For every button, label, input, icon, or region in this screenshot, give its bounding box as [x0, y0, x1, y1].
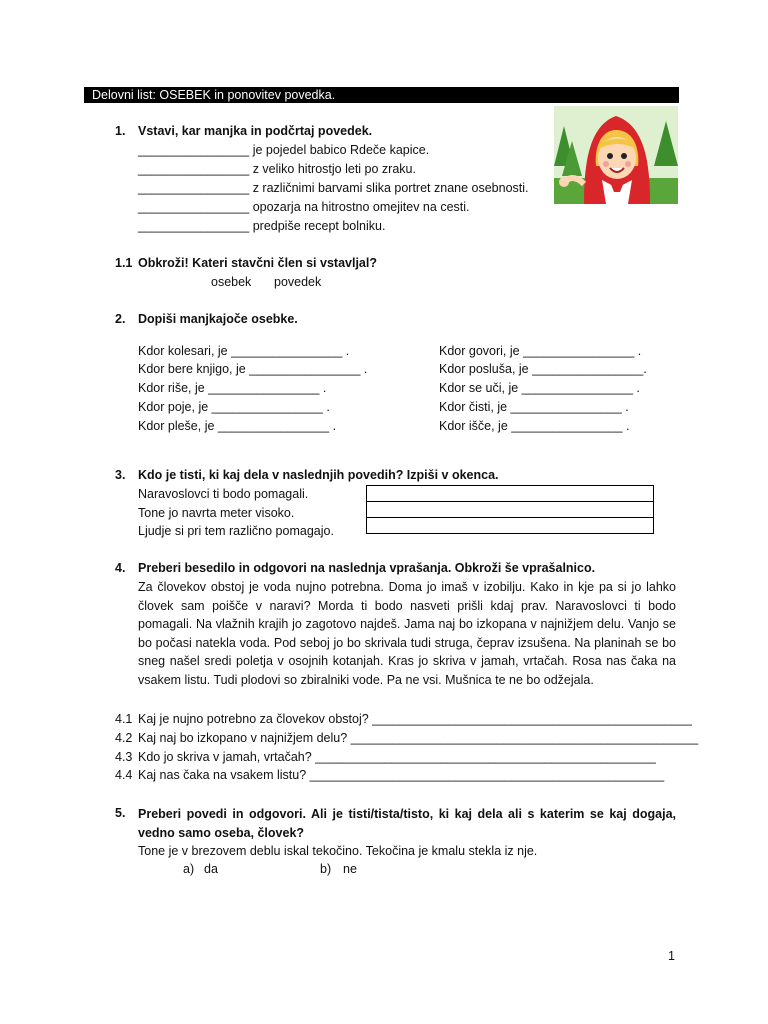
option-b[interactable]: ne — [343, 862, 357, 876]
section-2-left-item: Kdor bere knjigo, je ________________ . — [138, 362, 368, 376]
section-1-1-number: 1.1 — [115, 256, 133, 270]
section-2-left-item: Kdor riše, je ________________ . — [138, 381, 327, 395]
section-5-number: 5. — [115, 806, 126, 820]
section-2-right-item: Kdor posluša, je ________________. — [439, 362, 647, 376]
question-number: 4.4 — [115, 768, 133, 782]
section-3-sentence: Tone jo navrta meter visoko. — [138, 506, 295, 520]
question-text: Kaj naj bo izkopano v najnižjem delu? __________________________________________________ — [138, 731, 699, 745]
option-osebek[interactable]: osebek — [211, 275, 252, 289]
section-4-text: Za človekov obstoj je voda nujno potrebna. Doma jo imaš v izobilju. Kako in kje pa si jo lahko človek sam poišče v naravi? Morda ti bodo nasveti prišli kdaj prav. Naravoslovci ti bodo pomagali. Na vlažnih krajih jo zagotovo najdeš. Jama naj bo izkopana v najnižjem delu. Vanjo se bo počasi natekla voda. Pod seboj jo bo skrivala tudi struga, čeprav izsušena. Na planinah se bo sneg našel sredi poletja v osojnih kotanjah. Kras jo skriva v jamah, vrtačah. Rosa nas čaka na vsakem listu. Tudi plodovi so zbiralniki vode. Pa ne vsi. Mušnica te ne bo odžejala. — [138, 580, 676, 687]
section-2-left-item: Kdor kolesari, je ________________ . — [138, 344, 350, 358]
answer-box[interactable] — [367, 486, 653, 501]
section-2-right-item: Kdor čisti, je ________________ . — [439, 400, 629, 414]
question-text: Kaj je nujno potrebno za človekov obstoj? ______________________________________________ — [138, 712, 692, 726]
red-riding-hood-illustration — [554, 106, 678, 204]
question-number: 4.2 — [115, 731, 133, 745]
section-1-heading: Vstavi, kar manjka in podčrtaj povedek. — [138, 124, 373, 138]
section-3-number: 3. — [115, 468, 126, 482]
answer-box[interactable] — [367, 501, 653, 517]
section-1-line: ________________ z veliko hitrostjo leti po zraku. — [138, 162, 416, 176]
answer-boxes — [366, 485, 654, 534]
section-1-line: ________________ je pojedel babico Rdeče kapice. — [138, 143, 430, 157]
question-number: 4.3 — [115, 750, 133, 764]
page-number: 1 — [668, 949, 675, 963]
answer-box[interactable] — [367, 517, 653, 533]
section-2-right-item: Kdor išče, je ________________ . — [439, 419, 630, 433]
section-4-number: 4. — [115, 561, 126, 575]
section-1-line: ________________ predpiše recept bolniku. — [138, 219, 386, 233]
question-text: Kaj nas čaka na vsakem listu? ___________________________________________________ — [138, 768, 665, 782]
question-text: Kdo jo skriva v jamah, vrtačah? _________________________________________________ — [138, 750, 656, 764]
section-2-heading: Dopiši manjkajoče osebke. — [138, 312, 298, 326]
option-a[interactable]: da — [204, 862, 218, 876]
section-1-number: 1. — [115, 124, 126, 138]
section-1-1-heading: Obkroži! Kateri stavčni člen si vstavljal? — [138, 256, 377, 270]
section-2-number: 2. — [115, 312, 126, 326]
section-3-sentence: Ljudje si pri tem različno pomagajo. — [138, 524, 334, 538]
option-a-label: a) — [183, 862, 195, 876]
section-2-left-item: Kdor pleše, je ________________ . — [138, 419, 337, 433]
option-povedek[interactable]: povedek — [274, 275, 322, 289]
worksheet-title: Delovni list: OSEBEK in ponovitev povedka. — [84, 87, 679, 103]
option-b-label: b) — [320, 862, 332, 876]
section-3-sentence: Naravoslovci ti bodo pomagali. — [138, 487, 309, 501]
section-1-line: ________________ z različnimi barvami slika portret znane osebnosti. — [138, 181, 529, 195]
section-4-heading: Preberi besedilo in odgovori na naslednja vprašanja. Obkroži še vprašalnico. — [138, 561, 596, 575]
section-2-right-item: Kdor govori, je ________________ . — [439, 344, 642, 358]
section-1-line: ________________ opozarja na hitrostno omejitev na cesti. — [138, 200, 470, 214]
question-number: 4.1 — [115, 712, 133, 726]
section-3-heading: Kdo je tisti, ki kaj dela v naslednjih povedih? Izpiši v okenca. — [138, 468, 499, 482]
section-5-sentence: Tone je v brezovem deblu iskal tekočino. Tekočina je kmalu stekla iz nje. — [138, 844, 538, 858]
section-5-heading: Preberi povedi in odgovori. Ali je tisti/tista/tisto, ki kaj dela ali s katerim se kaj dogaja, vedno samo oseba, človek? — [138, 807, 676, 840]
section-2-left-item: Kdor poje, je ________________ . — [138, 400, 330, 414]
section-2-right-item: Kdor se uči, je ________________ . — [439, 381, 640, 395]
